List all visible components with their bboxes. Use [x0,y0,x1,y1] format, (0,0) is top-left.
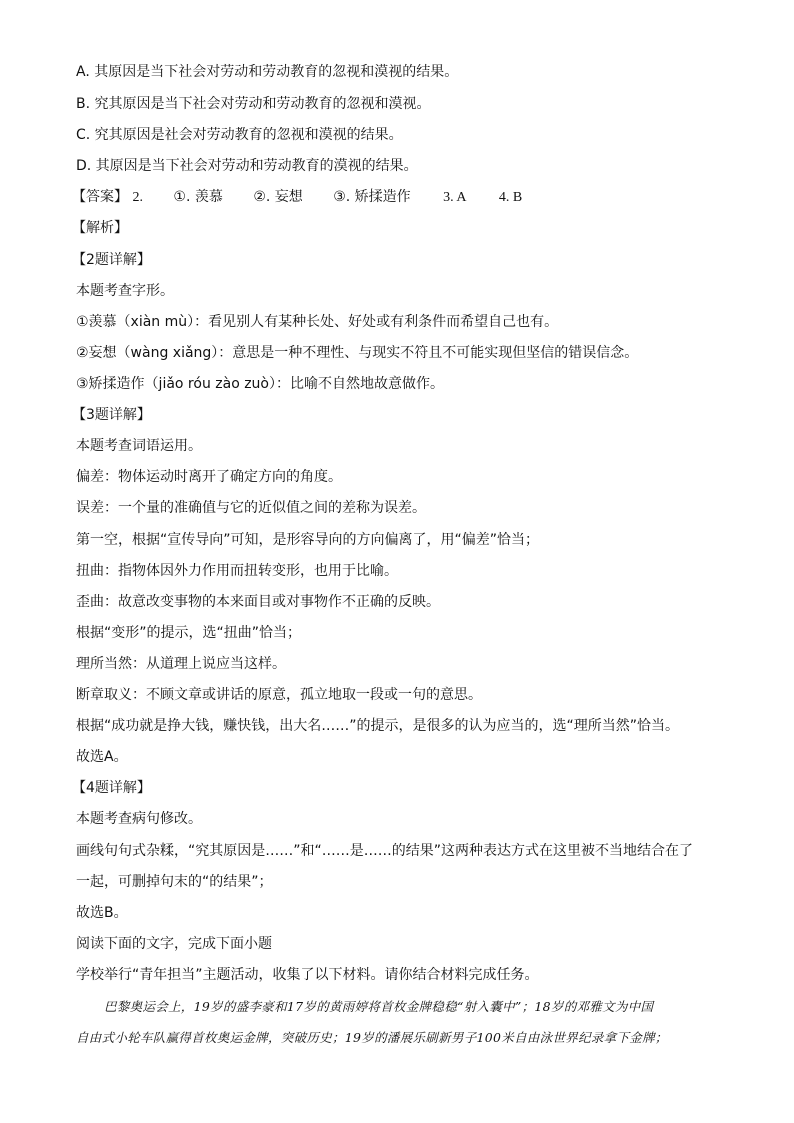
q3-line-8: 理所当然：从道理上说应当这样。 [76,656,286,672]
reading-instruction: 阅读下面的文字，完成下面小题 [76,936,272,952]
answer-label: 【答案】 [72,189,128,205]
q3-line-9: 断章取义：不顾文章或讲话的原意，孤立地取一段或一句的意思。 [76,687,482,703]
q2-intro: 本题考查字形。 [76,283,174,299]
option-d: D. 其原因是当下社会对劳动和劳动教育的漠视的结果。 [76,158,418,174]
q3-line-6: 歪曲：故意改变事物的本来面目或对事物作不正确的反映。 [76,594,440,610]
q4-heading: 【4题详解】 [72,780,151,796]
reading-task: 学校举行“青年担当”主题活动，收集了以下材料。请你结合材料完成任务。 [76,967,539,983]
quote-line-1: 巴黎奥运会上，19岁的盛李豪和17岁的黄雨婷将首枚金牌稳稳“射入囊中”；18岁的邓雅文为中国 [104,999,654,1014]
q2-item-3: ③矫揉造作（jiǎo róu zào zuò）：比喻不自然地故意做作。 [76,376,444,392]
answer-q2-3: ③. 矫揉造作 [333,189,411,205]
option-c: C. 究其原因是社会对劳动教育的忽视和漠视的结果。 [76,127,403,143]
option-b: B. 究其原因是当下社会对劳动和劳动教育的忽视和漠视。 [76,96,431,112]
quote-line-2: 自由式小轮车队赢得首枚奥运金牌，突破历史；19岁的潘展乐刷新男子100米自由泳世界纪录拿下金牌； [76,1030,668,1045]
q2-heading: 【2题详解】 [72,252,151,268]
q4-line-3: 一起，可删掉句末的“的结果”； [76,874,273,890]
option-a: A. 其原因是当下社会对劳动和劳动教育的忽视和漠视的结果。 [76,64,459,80]
answer-line [72,187,722,208]
q3-line-11: 故选A。 [76,749,128,765]
q3-heading: 【3题详解】 [72,407,151,423]
answer-q4: 4. B [498,190,523,205]
answer-q2-2: ②. 妄想 [253,189,303,205]
q3-line-5: 扭曲：指物体因外力作用而扭转变形，也用于比喻。 [76,563,398,579]
q3-line-3: 误差：一个量的准确值与它的近似值之间的差称为误差。 [76,500,426,516]
q2-item-2: ②妄想（wàng xiǎng）：意思是一种不理性、与现实不符且不可能实现但坚信的错误信念。 [76,345,639,361]
q3-line-7: 根据“变形”的提示，选“扭曲”恰当； [76,625,302,641]
analysis-heading: 【解析】 [72,220,128,236]
q3-line-2: 偏差：物体运动时离开了确定方向的角度。 [76,469,342,485]
q2-item-1: ①羡慕（xiàn mù）：看见别人有某种长处、好处或有利条件而希望自己也有。 [76,314,559,330]
q4-line-1: 本题考查病句修改。 [76,811,202,827]
answer-q2: 2. [132,190,143,205]
q4-line-2: 画线句句式杂糅，“究其原因是……”和“……是……的结果”这两种表达方式在这里被不当地结合在了 [76,843,694,859]
q3-line-4: 第一空，根据“宣传导向”可知，是形容导向的方向偏离了，用“偏差”恰当； [76,532,540,548]
q4-line-4: 故选B。 [76,905,128,921]
answer-q2-1: ①. 羡慕 [173,189,223,205]
q3-line-10: 根据“成功就是挣大钱，赚快钱，出大名……”的提示，是很多的认为应当的，选“理所当然”恰当。 [76,718,680,734]
q3-line-1: 本题考查词语运用。 [76,438,202,454]
answer-q3: 3. A [443,190,467,205]
